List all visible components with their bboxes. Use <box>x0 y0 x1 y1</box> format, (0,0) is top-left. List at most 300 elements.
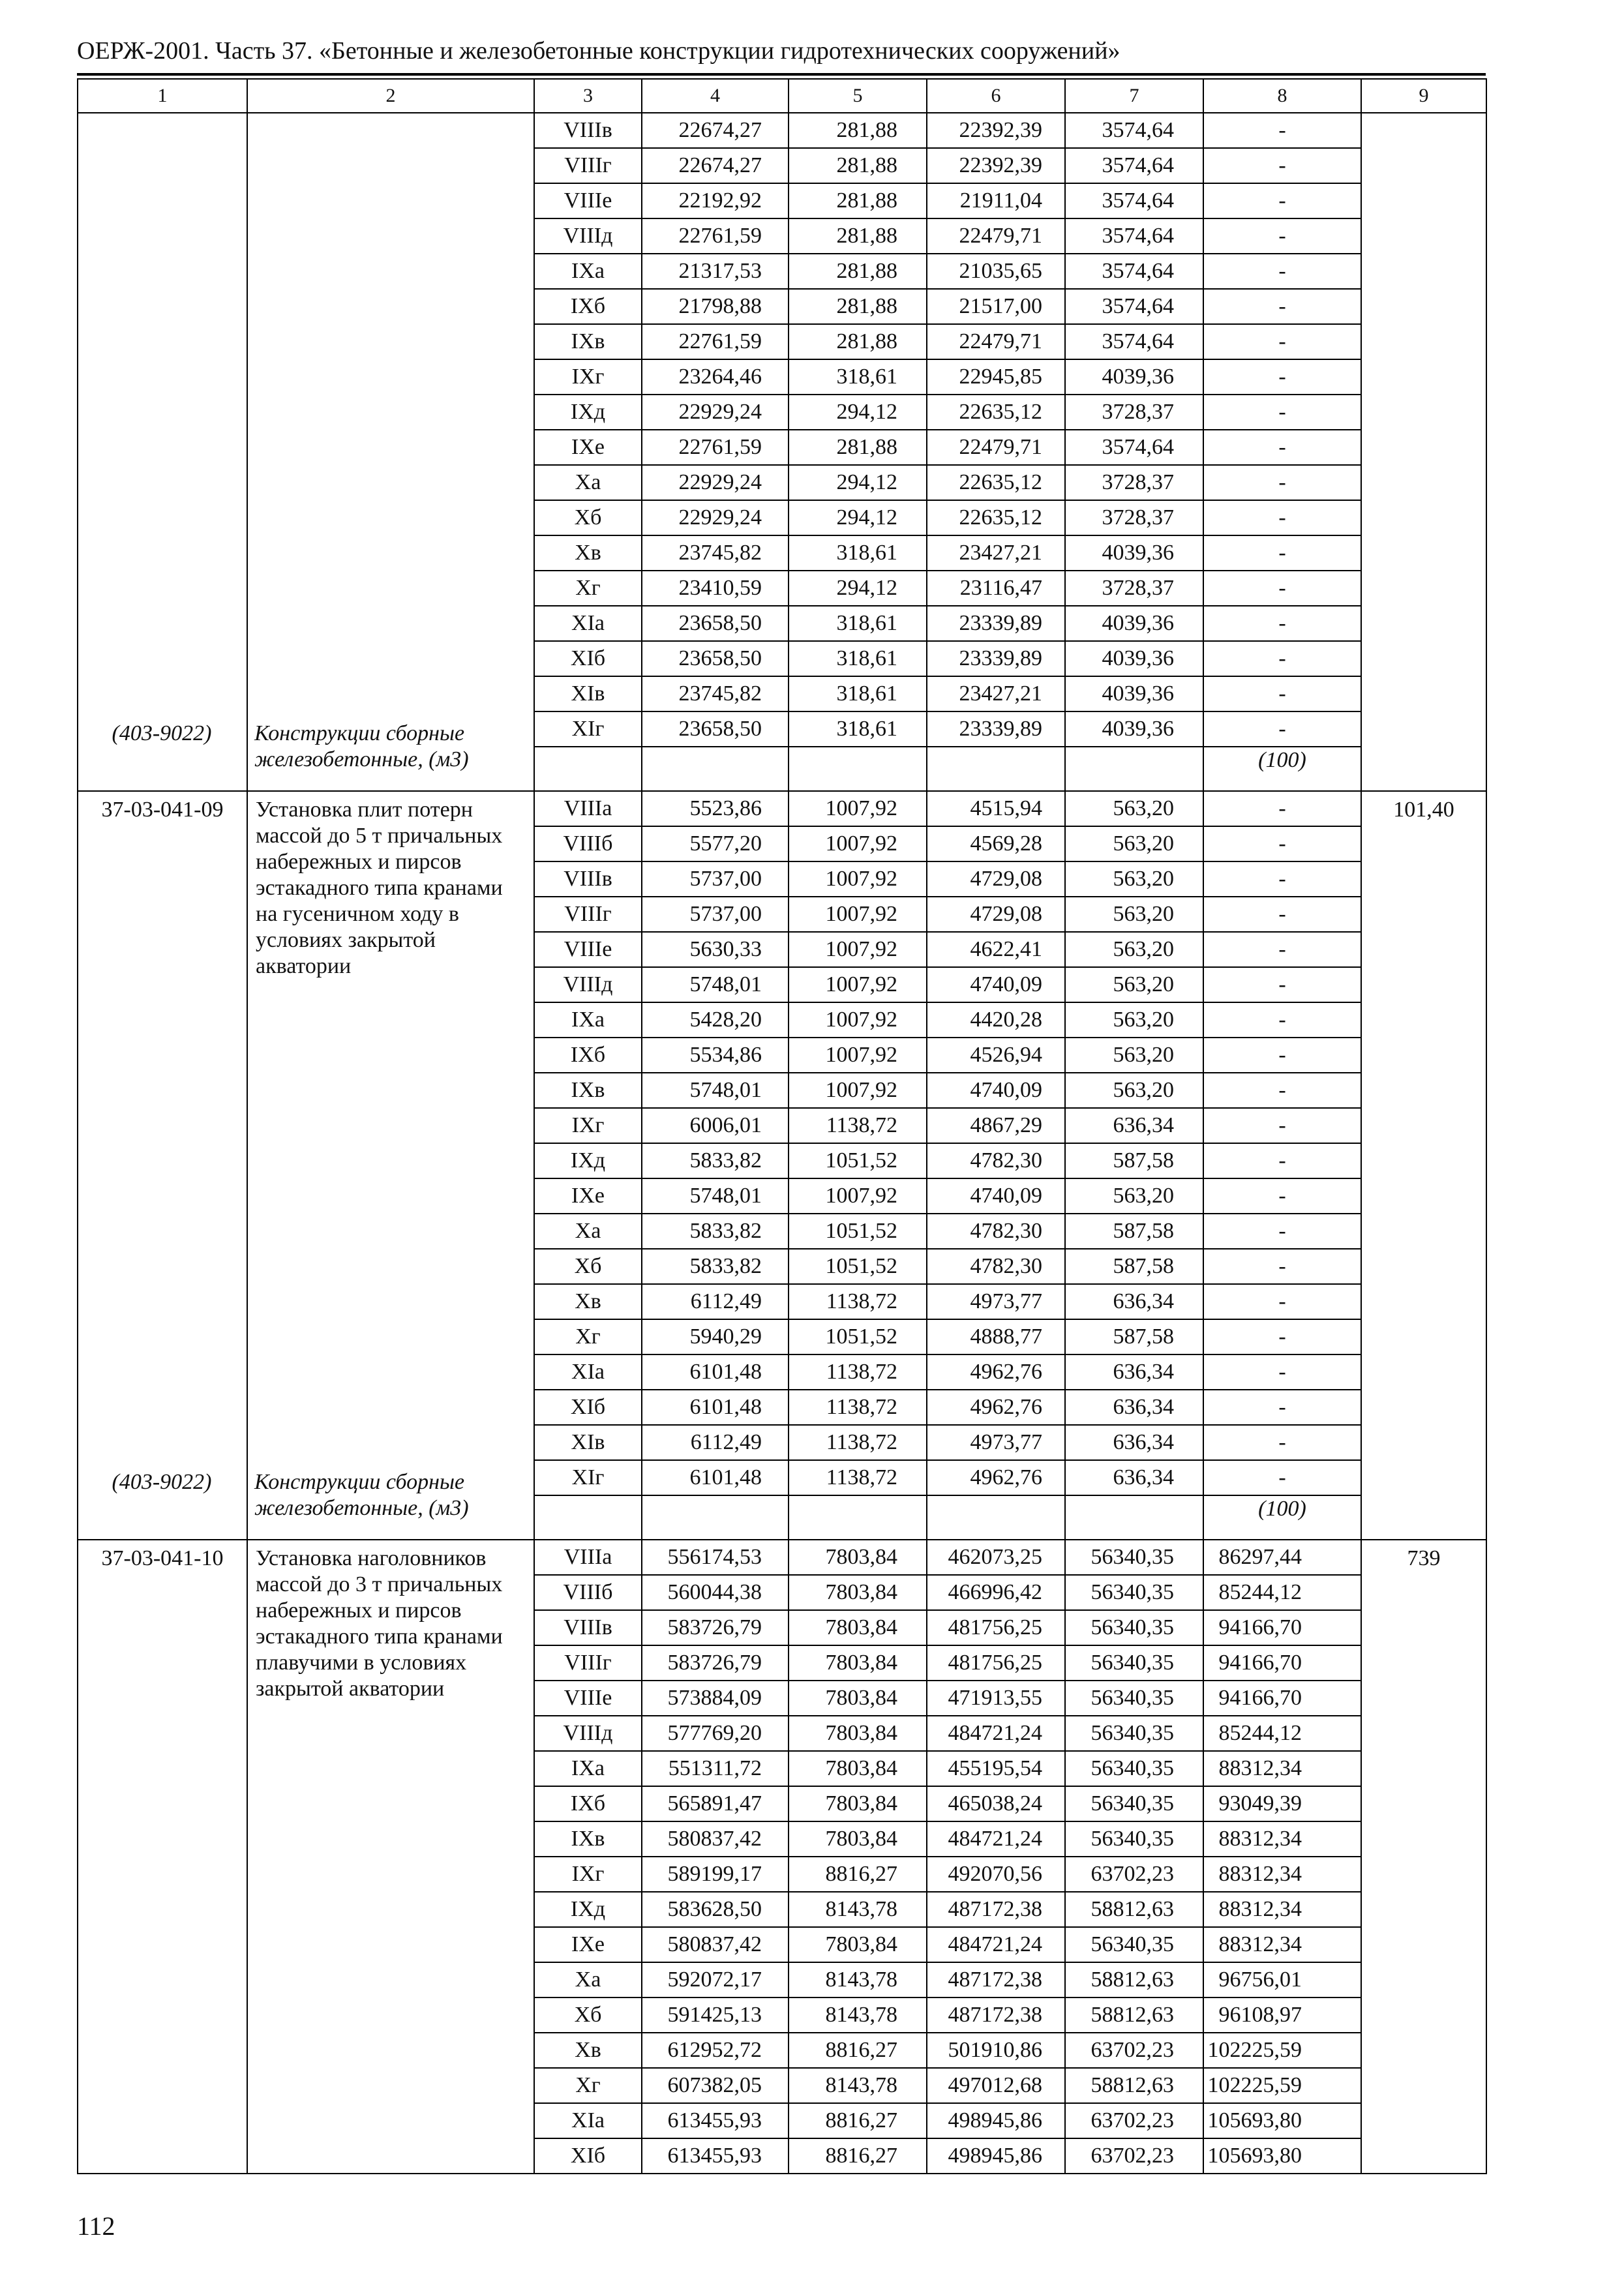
empty-cell <box>927 1495 1065 1540</box>
machinist-wages-cell: 58812,63 <box>1065 1997 1203 2033</box>
total-cost-cell: 6006,01 <box>642 1108 789 1143</box>
machines-cell: 21035,65 <box>927 254 1065 289</box>
wages-cell: 8816,27 <box>789 2033 927 2068</box>
machinist-wages-cell: 63702,23 <box>1065 2033 1203 2068</box>
machinist-wages-cell: 3728,37 <box>1065 465 1203 500</box>
zone-cell: Xг <box>534 1319 642 1354</box>
machines-cell: 487172,38 <box>927 1997 1065 2033</box>
machines-cell: 4740,09 <box>927 967 1065 1002</box>
machinist-wages-cell: 56340,35 <box>1065 1751 1203 1786</box>
zone-cell: VIIIд <box>534 218 642 254</box>
table-row <box>78 1540 1486 1575</box>
machines-cell: 22392,39 <box>927 148 1065 183</box>
machinist-wages-cell: 63702,23 <box>1065 1857 1203 1892</box>
zone-cell: IXд <box>534 395 642 430</box>
machines-cell: 4888,77 <box>927 1319 1065 1354</box>
machinist-wages-cell: 563,20 <box>1065 932 1203 967</box>
total-cost-cell: 613455,93 <box>642 2103 789 2138</box>
machines-cell: 4729,08 <box>927 897 1065 932</box>
wages-cell: 281,88 <box>789 183 927 218</box>
zone-cell: Xв <box>534 535 642 571</box>
materials-cell: 96108,97 <box>1203 1997 1361 2033</box>
wages-cell: 7803,84 <box>789 1575 927 1610</box>
machines-cell: 22479,71 <box>927 324 1065 359</box>
empty-cell <box>534 1495 642 1540</box>
zone-cell: Xв <box>534 1284 642 1319</box>
zone-cell: XIг <box>534 711 642 747</box>
wages-cell: 7803,84 <box>789 1716 927 1751</box>
machines-cell: 4962,76 <box>927 1354 1065 1390</box>
machines-cell: 4740,09 <box>927 1178 1065 1214</box>
machinist-wages-cell: 58812,63 <box>1065 1962 1203 1997</box>
machinist-wages-cell: 3574,64 <box>1065 324 1203 359</box>
description-cell <box>247 113 534 791</box>
total-cost-cell: 6112,49 <box>642 1425 789 1460</box>
machinist-wages-cell: 636,34 <box>1065 1284 1203 1319</box>
machines-cell: 22635,12 <box>927 395 1065 430</box>
zone-cell: IXа <box>534 1002 642 1038</box>
zone-cell: IXд <box>534 1892 642 1927</box>
machines-cell: 4867,29 <box>927 1108 1065 1143</box>
zone-cell: VIIIг <box>534 1645 642 1681</box>
total-cost-cell: 560044,38 <box>642 1575 789 1610</box>
wages-cell: 294,12 <box>789 465 927 500</box>
machinist-wages-cell: 56340,35 <box>1065 1716 1203 1751</box>
zone-cell: VIIIг <box>534 148 642 183</box>
column-header-row <box>78 79 1486 113</box>
zone-cell: Xа <box>534 1962 642 1997</box>
machines-cell: 471913,55 <box>927 1681 1065 1716</box>
machinist-wages-cell: 3574,64 <box>1065 218 1203 254</box>
empty-cell <box>789 747 927 791</box>
machines-cell: 501910,86 <box>927 2033 1065 2068</box>
wages-cell: 294,12 <box>789 500 927 535</box>
materials-cell: - <box>1203 430 1361 465</box>
total-cost-cell: 583726,79 <box>642 1645 789 1681</box>
materials-cell: 105693,80 <box>1203 2103 1361 2138</box>
machines-cell: 21517,00 <box>927 289 1065 324</box>
machines-cell: 4569,28 <box>927 826 1065 861</box>
zone-cell: Xа <box>534 465 642 500</box>
total-cost-cell: 580837,42 <box>642 1821 789 1857</box>
machines-cell: 4622,41 <box>927 932 1065 967</box>
wages-cell: 281,88 <box>789 254 927 289</box>
machinist-wages-cell: 636,34 <box>1065 1354 1203 1390</box>
machinist-wages-cell: 563,20 <box>1065 1002 1203 1038</box>
materials-cell: - <box>1203 932 1361 967</box>
materials-cell: - <box>1203 359 1361 395</box>
total-cost-cell: 22929,24 <box>642 395 789 430</box>
materials-cell: - <box>1203 1108 1361 1143</box>
zone-cell: Xб <box>534 500 642 535</box>
total-cost-cell: 6101,48 <box>642 1390 789 1425</box>
zone-cell: IXв <box>534 1073 642 1108</box>
empty-cell <box>642 1495 789 1540</box>
machinist-wages-cell: 563,20 <box>1065 826 1203 861</box>
wages-cell: 8816,27 <box>789 2138 927 2174</box>
machinist-wages-cell: 3728,37 <box>1065 395 1203 430</box>
quantity-cell: 739 <box>1361 1540 1486 2174</box>
col-header: 5 <box>789 79 927 113</box>
col-header: 2 <box>247 79 534 113</box>
total-cost-cell: 5577,20 <box>642 826 789 861</box>
total-cost-cell: 5833,82 <box>642 1143 789 1178</box>
machines-cell: 22392,39 <box>927 113 1065 148</box>
wages-cell: 281,88 <box>789 113 927 148</box>
col-header: 9 <box>1361 79 1486 113</box>
zone-cell: IXг <box>534 1108 642 1143</box>
materials-cell: 94166,70 <box>1203 1610 1361 1645</box>
materials-cell: - <box>1203 500 1361 535</box>
wages-cell: 8143,78 <box>789 1997 927 2033</box>
machinist-wages-cell: 563,20 <box>1065 967 1203 1002</box>
table-row <box>78 791 1486 826</box>
materials-cell: - <box>1203 1460 1361 1495</box>
machines-cell: 22635,12 <box>927 500 1065 535</box>
code-cell: 37-03-041-10 <box>78 1540 247 2174</box>
page-number: 112 <box>77 2211 115 2241</box>
zone-cell: VIIIг <box>534 897 642 932</box>
zone-cell: IXа <box>534 1751 642 1786</box>
materials-cell: - <box>1203 1002 1361 1038</box>
total-cost-cell: 583726,79 <box>642 1610 789 1645</box>
materials-cell: - <box>1203 967 1361 1002</box>
machines-cell: 23427,21 <box>927 535 1065 571</box>
wages-cell: 7803,84 <box>789 1927 927 1962</box>
rates-table <box>77 78 1487 2174</box>
empty-cell <box>927 747 1065 791</box>
total-cost-cell: 565891,47 <box>642 1786 789 1821</box>
wages-cell: 1007,92 <box>789 1073 927 1108</box>
zone-cell: VIIIа <box>534 791 642 826</box>
materials-cell: - <box>1203 826 1361 861</box>
machines-cell: 4973,77 <box>927 1425 1065 1460</box>
materials-cell: - <box>1203 1178 1361 1214</box>
materials-cell: - <box>1203 289 1361 324</box>
machines-cell: 23339,89 <box>927 606 1065 641</box>
total-cost-cell: 22761,59 <box>642 324 789 359</box>
wages-cell: 1138,72 <box>789 1425 927 1460</box>
machines-cell: 23339,89 <box>927 641 1065 676</box>
empty-cell <box>1065 747 1203 791</box>
materials-cell: 85244,12 <box>1203 1575 1361 1610</box>
total-cost-cell: 22674,27 <box>642 148 789 183</box>
total-cost-cell: 22929,24 <box>642 500 789 535</box>
wages-cell: 7803,84 <box>789 1786 927 1821</box>
zone-cell: VIIIв <box>534 1610 642 1645</box>
machines-cell: 481756,25 <box>927 1645 1065 1681</box>
wages-cell: 1051,52 <box>789 1319 927 1354</box>
materials-cell: - <box>1203 606 1361 641</box>
machines-cell: 23116,47 <box>927 571 1065 606</box>
machines-cell: 487172,38 <box>927 1962 1065 1997</box>
total-cost-cell: 551311,72 <box>642 1751 789 1786</box>
zone-cell: IXг <box>534 359 642 395</box>
code-cell <box>78 113 247 791</box>
zone-cell: XIб <box>534 1390 642 1425</box>
materials-cell: - <box>1203 711 1361 747</box>
wages-cell: 294,12 <box>789 571 927 606</box>
zone-cell: Xа <box>534 1214 642 1249</box>
wages-cell: 8143,78 <box>789 1962 927 1997</box>
wages-cell: 7803,84 <box>789 1540 927 1575</box>
machinist-wages-cell: 63702,23 <box>1065 2138 1203 2174</box>
machines-cell: 4526,94 <box>927 1038 1065 1073</box>
machinist-wages-cell: 56340,35 <box>1065 1575 1203 1610</box>
zone-cell: VIIIе <box>534 1681 642 1716</box>
machines-cell: 4973,77 <box>927 1284 1065 1319</box>
total-cost-cell: 5428,20 <box>642 1002 789 1038</box>
machines-cell: 4782,30 <box>927 1143 1065 1178</box>
materials-cell: 94166,70 <box>1203 1645 1361 1681</box>
machinist-wages-cell: 563,20 <box>1065 791 1203 826</box>
machines-cell: 4782,30 <box>927 1214 1065 1249</box>
materials-cell: - <box>1203 676 1361 711</box>
materials-cell: - <box>1203 1143 1361 1178</box>
wages-cell: 281,88 <box>789 289 927 324</box>
materials-cell: 102225,59 <box>1203 2068 1361 2103</box>
empty-cell <box>1065 1495 1203 1540</box>
header-rule <box>77 73 1486 76</box>
machinist-wages-cell: 56340,35 <box>1065 1786 1203 1821</box>
zone-cell: XIб <box>534 641 642 676</box>
machinist-wages-cell: 4039,36 <box>1065 606 1203 641</box>
total-cost-cell: 6112,49 <box>642 1284 789 1319</box>
wages-cell: 318,61 <box>789 535 927 571</box>
machines-cell: 22945,85 <box>927 359 1065 395</box>
materials-cell: 86297,44 <box>1203 1540 1361 1575</box>
total-cost-cell: 23658,50 <box>642 711 789 747</box>
wages-cell: 318,61 <box>789 641 927 676</box>
wages-cell: 1051,52 <box>789 1214 927 1249</box>
materials-cell: - <box>1203 1319 1361 1354</box>
col-header: 1 <box>78 79 247 113</box>
total-cost-cell: 21798,88 <box>642 289 789 324</box>
total-cost-cell: 556174,53 <box>642 1540 789 1575</box>
total-cost-cell: 612952,72 <box>642 2033 789 2068</box>
machinist-wages-cell: 56340,35 <box>1065 1610 1203 1645</box>
materials-cell: - <box>1203 571 1361 606</box>
total-cost-cell: 5748,01 <box>642 1178 789 1214</box>
machines-cell: 487172,38 <box>927 1892 1065 1927</box>
total-cost-cell: 23264,46 <box>642 359 789 395</box>
zone-cell: Xв <box>534 2033 642 2068</box>
table-row <box>78 113 1486 148</box>
total-cost-cell: 23745,82 <box>642 535 789 571</box>
machinist-wages-cell: 3574,64 <box>1065 183 1203 218</box>
zone-cell: VIIIв <box>534 113 642 148</box>
machinist-wages-cell: 58812,63 <box>1065 2068 1203 2103</box>
col-header: 4 <box>642 79 789 113</box>
total-cost-cell: 6101,48 <box>642 1354 789 1390</box>
total-cost-cell: 591425,13 <box>642 1997 789 2033</box>
materials-cell: 94166,70 <box>1203 1681 1361 1716</box>
machines-cell: 497012,68 <box>927 2068 1065 2103</box>
total-cost-cell: 6101,48 <box>642 1460 789 1495</box>
machines-cell: 22635,12 <box>927 465 1065 500</box>
zone-cell: IXе <box>534 1178 642 1214</box>
materials-cell: - <box>1203 1390 1361 1425</box>
materials-cell: - <box>1203 897 1361 932</box>
wages-cell: 7803,84 <box>789 1821 927 1857</box>
wages-cell: 8143,78 <box>789 1892 927 1927</box>
total-cost-cell: 5534,86 <box>642 1038 789 1073</box>
zone-cell: XIа <box>534 606 642 641</box>
machines-cell: 484721,24 <box>927 1927 1065 1962</box>
machinist-wages-cell: 3574,64 <box>1065 148 1203 183</box>
wages-cell: 281,88 <box>789 324 927 359</box>
zone-cell: IXб <box>534 1786 642 1821</box>
total-cost-cell: 577769,20 <box>642 1716 789 1751</box>
zone-cell: VIIIа <box>534 1540 642 1575</box>
zone-cell: Xг <box>534 571 642 606</box>
materials-cell: 88312,34 <box>1203 1892 1361 1927</box>
zone-cell: XIа <box>534 1354 642 1390</box>
machinist-wages-cell: 636,34 <box>1065 1460 1203 1495</box>
materials-cell: - <box>1203 1284 1361 1319</box>
total-cost-cell: 5833,82 <box>642 1249 789 1284</box>
total-cost-cell: 22674,27 <box>642 113 789 148</box>
total-cost-cell: 21317,53 <box>642 254 789 289</box>
materials-cell: - <box>1203 183 1361 218</box>
total-cost-cell: 22929,24 <box>642 465 789 500</box>
machinist-wages-cell: 4039,36 <box>1065 676 1203 711</box>
machines-cell: 466996,42 <box>927 1575 1065 1610</box>
machinist-wages-cell: 3574,64 <box>1065 113 1203 148</box>
materials-cell: - <box>1203 791 1361 826</box>
materials-cell: - <box>1203 1214 1361 1249</box>
wages-cell: 7803,84 <box>789 1681 927 1716</box>
machinist-wages-cell: 56340,35 <box>1065 1681 1203 1716</box>
table-body <box>78 79 1486 2174</box>
footnote-description: Конструкции сборные железобетонные, (м3) <box>254 721 469 771</box>
wages-cell: 318,61 <box>789 676 927 711</box>
total-cost-cell: 23410,59 <box>642 571 789 606</box>
zone-cell: IXв <box>534 324 642 359</box>
wages-cell: 1138,72 <box>789 1354 927 1390</box>
machinist-wages-cell: 563,20 <box>1065 1038 1203 1073</box>
machinist-wages-cell: 587,58 <box>1065 1319 1203 1354</box>
wages-cell: 281,88 <box>789 430 927 465</box>
machinist-wages-cell: 563,20 <box>1065 897 1203 932</box>
footnote-code: (403-9022) <box>112 721 212 745</box>
machinist-wages-cell: 4039,36 <box>1065 535 1203 571</box>
wages-cell: 1007,92 <box>789 967 927 1002</box>
zone-cell: VIIIб <box>534 826 642 861</box>
empty-cell <box>789 1495 927 1540</box>
machinist-wages-cell: 56340,35 <box>1065 1645 1203 1681</box>
wages-cell: 8816,27 <box>789 1857 927 1892</box>
materials-cell: - <box>1203 113 1361 148</box>
zone-cell: Xб <box>534 1997 642 2033</box>
zone-cell: XIв <box>534 676 642 711</box>
machines-cell: 4962,76 <box>927 1460 1065 1495</box>
machines-cell: 4420,28 <box>927 1002 1065 1038</box>
zone-cell: IXб <box>534 289 642 324</box>
quantity-cell: 101,40 <box>1361 791 1486 1540</box>
total-cost-cell: 22192,92 <box>642 183 789 218</box>
wages-cell: 281,88 <box>789 218 927 254</box>
zone-cell: XIг <box>534 1460 642 1495</box>
materials-cell: - <box>1203 254 1361 289</box>
total-cost-cell: 5748,01 <box>642 967 789 1002</box>
total-cost-cell: 22761,59 <box>642 430 789 465</box>
machines-cell: 21911,04 <box>927 183 1065 218</box>
materials-cell: - <box>1203 218 1361 254</box>
total-cost-cell: 573884,09 <box>642 1681 789 1716</box>
wages-cell: 7803,84 <box>789 1645 927 1681</box>
machines-cell: 455195,54 <box>927 1751 1065 1786</box>
machinist-wages-cell: 636,34 <box>1065 1425 1203 1460</box>
machinist-wages-cell: 3574,64 <box>1065 289 1203 324</box>
zone-cell: VIIIе <box>534 932 642 967</box>
machines-cell: 498945,86 <box>927 2138 1065 2174</box>
materials-cell: - <box>1203 861 1361 897</box>
machinist-wages-cell: 58812,63 <box>1065 1892 1203 1927</box>
wages-cell: 318,61 <box>789 606 927 641</box>
materials-cell: - <box>1203 395 1361 430</box>
wages-cell: 1051,52 <box>789 1249 927 1284</box>
machinist-wages-cell: 636,34 <box>1065 1108 1203 1143</box>
materials-cell: 102225,59 <box>1203 2033 1361 2068</box>
zone-cell: IXе <box>534 1927 642 1962</box>
machines-cell: 22479,71 <box>927 218 1065 254</box>
zone-cell: XIв <box>534 1425 642 1460</box>
materials-cell: 93049,39 <box>1203 1786 1361 1821</box>
empty-cell <box>642 747 789 791</box>
materials-cell: 105693,80 <box>1203 2138 1361 2174</box>
wages-cell: 1007,92 <box>789 826 927 861</box>
zone-cell: VIIIд <box>534 1716 642 1751</box>
machines-cell: 462073,25 <box>927 1540 1065 1575</box>
zone-cell: VIIIв <box>534 861 642 897</box>
machines-cell: 484721,24 <box>927 1716 1065 1751</box>
materials-cell: - <box>1203 1038 1361 1073</box>
machinist-wages-cell: 56340,35 <box>1065 1540 1203 1575</box>
total-cost-cell: 592072,17 <box>642 1962 789 1997</box>
total-cost-cell: 23658,50 <box>642 606 789 641</box>
zone-cell: VIIIе <box>534 183 642 218</box>
machinist-wages-cell: 563,20 <box>1065 861 1203 897</box>
wages-cell: 281,88 <box>789 148 927 183</box>
code-cell: 37-03-041-09 <box>78 791 247 1540</box>
zone-cell: IXб <box>534 1038 642 1073</box>
page-header: ОЕРЖ-2001. Часть 37. «Бетонные и железобетонные конструкции гидротехнических сооружений» <box>77 37 1120 65</box>
footnote-qty: (100) <box>1203 747 1361 791</box>
materials-cell: - <box>1203 641 1361 676</box>
wages-cell: 1138,72 <box>789 1108 927 1143</box>
wages-cell: 7803,84 <box>789 1751 927 1786</box>
footnote-qty: (100) <box>1203 1495 1361 1540</box>
wages-cell: 8143,78 <box>789 2068 927 2103</box>
machinist-wages-cell: 563,20 <box>1065 1178 1203 1214</box>
machines-cell: 4515,94 <box>927 791 1065 826</box>
wages-cell: 1138,72 <box>789 1284 927 1319</box>
total-cost-cell: 5523,86 <box>642 791 789 826</box>
wages-cell: 1007,92 <box>789 932 927 967</box>
zone-cell: IXе <box>534 430 642 465</box>
materials-cell: - <box>1203 1073 1361 1108</box>
machinist-wages-cell: 3574,64 <box>1065 254 1203 289</box>
materials-cell: - <box>1203 148 1361 183</box>
total-cost-cell: 22761,59 <box>642 218 789 254</box>
zone-cell: XIа <box>534 2103 642 2138</box>
wages-cell: 294,12 <box>789 395 927 430</box>
col-header: 6 <box>927 79 1065 113</box>
total-cost-cell: 5630,33 <box>642 932 789 967</box>
wages-cell: 1007,92 <box>789 1178 927 1214</box>
total-cost-cell: 5737,00 <box>642 897 789 932</box>
